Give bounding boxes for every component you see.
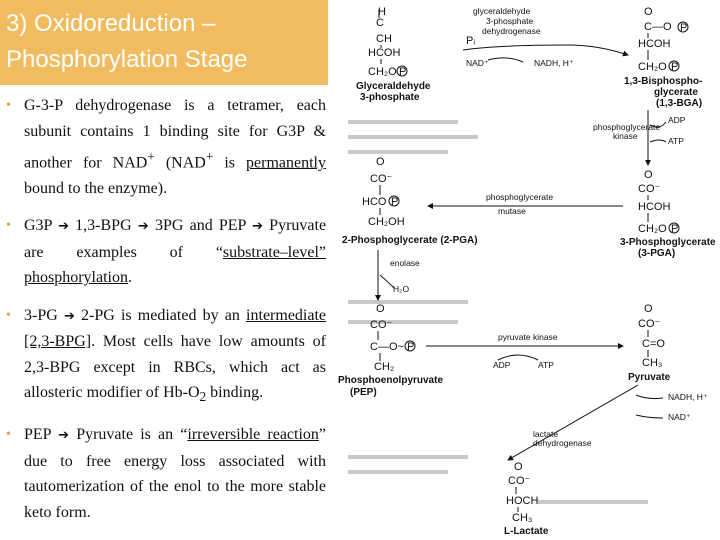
ldh-enzyme-label: lactate: [533, 429, 559, 439]
pga3-structure: [620, 169, 716, 259]
g3p-structure: [356, 6, 431, 103]
svg-text:C—O: C—O: [644, 21, 672, 33]
bullet-marker: •: [6, 307, 11, 323]
title-banner: [0, 0, 328, 85]
svg-text:glycerate: glycerate: [654, 87, 698, 98]
svg-text:CH₂O: CH₂O: [638, 223, 667, 235]
atp-label-2: ATP: [538, 360, 554, 370]
svg-text:O: O: [376, 303, 385, 315]
bullet-marker: •: [6, 427, 11, 443]
svg-text:P: P: [671, 61, 679, 73]
nad-label-2: NAD⁺: [668, 412, 691, 422]
adp-label: ADP: [668, 115, 686, 125]
pathway-diagram: [338, 0, 720, 540]
svg-text:HCOH: HCOH: [638, 38, 671, 50]
nadh-label: NADH, H⁺: [534, 58, 574, 68]
svg-text:HCOH: HCOH: [368, 47, 401, 59]
svg-text:CH₂O: CH₂O: [368, 66, 397, 78]
svg-text:C: C: [376, 17, 384, 29]
gapdh-enzyme-label: glyceraldehyde: [473, 6, 531, 16]
svg-text:P: P: [680, 22, 688, 34]
pyruvate-label: Pyruvate: [628, 372, 671, 383]
adp-label-2: ADP: [493, 360, 511, 370]
enolase-label: enolase: [390, 258, 420, 268]
bpg-structure: [624, 6, 702, 109]
svg-text:CH₂: CH₂: [374, 361, 395, 373]
pk-reaction: [426, 332, 623, 370]
pga2-label: 2-Phosphoglycerate (2-PGA): [342, 235, 478, 246]
pga3-label: 3-Phosphoglycerate: [620, 237, 716, 248]
svg-text:CH₂O: CH₂O: [638, 61, 667, 73]
pga2-structure: [342, 156, 478, 246]
pgm-reaction: [428, 192, 623, 216]
slide-title-line-1: 3) Oxidoreduction –: [6, 10, 216, 37]
bpg-label: 1,3-Bisphospho-: [624, 76, 703, 87]
svg-text:P: P: [399, 66, 407, 78]
svg-text:O: O: [644, 6, 653, 18]
svg-text:O: O: [644, 303, 653, 315]
svg-text:CH₃: CH₃: [512, 512, 533, 524]
pgk-enzyme-label: phosphoglycerate: [593, 122, 661, 132]
svg-text:HOCH: HOCH: [506, 495, 539, 507]
bullet-marker: •: [6, 98, 11, 113]
svg-text:CO⁻: CO⁻: [370, 319, 393, 331]
svg-text:CO⁻: CO⁻: [370, 173, 393, 185]
bullet-gapdh: • G-3-P dehydrogenase is a tetramer, each subunit contains 1 binding site for G3P & another for NAD+ (NAD+ is permanently bound to the enzyme).: [6, 93, 326, 201]
bullet-substrate-level: • G3P ➔ 1,3-BPG ➔ 3PG and PEP ➔ Pyruvate are examples of “substrate–level” phosphorylation.: [6, 213, 326, 291]
bullet-marker: •: [6, 218, 11, 234]
svg-text:C—O~: C—O~: [370, 341, 404, 353]
svg-text:CH₃: CH₃: [642, 357, 663, 369]
svg-text:CH₂OH: CH₂OH: [368, 216, 405, 228]
pi-label: Pᵢ: [466, 35, 476, 47]
lactate-structure: [504, 461, 549, 537]
pk-enzyme-label: pyruvate kinase: [498, 332, 558, 342]
arrow-icon: ➔: [58, 428, 70, 444]
gapdh-reaction: [463, 6, 628, 68]
arrow-icon: ➔: [63, 308, 75, 324]
svg-text:dehydrogenase: dehydrogenase: [533, 438, 592, 448]
svg-text:(3-PGA): (3-PGA): [638, 248, 676, 259]
enolase-reaction: [378, 250, 420, 300]
svg-text:CO⁻: CO⁻: [638, 318, 661, 330]
svg-text:dehydrogenase: dehydrogenase: [482, 26, 541, 36]
svg-text:(1,3-BGA): (1,3-BGA): [656, 98, 703, 109]
svg-text:CH: CH: [376, 33, 392, 45]
svg-text:CO⁻: CO⁻: [638, 183, 661, 195]
bullet-list: [6, 93, 326, 537]
svg-text:H: H: [378, 6, 386, 18]
pep-structure: [338, 303, 443, 398]
svg-text:mutase: mutase: [498, 206, 526, 216]
pgm-enzyme-label: phosphoglycerate: [486, 192, 554, 202]
ldh-reaction: [508, 385, 708, 460]
svg-text:(PEP): (PEP): [350, 387, 377, 398]
lactate-label: L-Lactate: [504, 526, 549, 537]
arrow-icon: ➔: [252, 219, 263, 235]
g3p-label-2: 3-phosphate: [360, 92, 420, 103]
g3p-label: Glyceraldehyde: [356, 81, 431, 92]
water-label: H₂O: [393, 284, 410, 294]
atp-label: ATP: [668, 136, 684, 146]
svg-text:kinase: kinase: [613, 131, 638, 141]
svg-text:P: P: [407, 341, 415, 353]
svg-text:P: P: [671, 223, 679, 235]
bullet-2-3-bpg: • 3-PG ➔ 2-PG is mediated by an intermediate [2,3-BPG]. Most cells have low amounts of 2,3-BPG except in RBCs, which act as allosteric modifier of $Hb-O_2$ binding.: [6, 303, 326, 410]
text-panel: [0, 0, 340, 540]
svg-text:CO⁻: CO⁻: [508, 475, 531, 487]
faint-background-text: [348, 120, 648, 504]
svg-text:HCOH: HCOH: [638, 201, 671, 213]
svg-text:HCO: HCO: [362, 196, 387, 208]
bullet-irreversible: • PEP ➔ Pyruvate is an “irreversible reaction” due to free energy loss associated with tautomerization of the enol to the more stable keto form.: [6, 422, 326, 525]
svg-text:O: O: [514, 461, 523, 473]
arrow-icon: ➔: [137, 219, 149, 235]
svg-text:O: O: [644, 169, 653, 181]
nadh-label-2: NADH, H⁺: [668, 392, 708, 402]
nad-label: NAD⁺: [466, 58, 489, 68]
slide-title-line-2: Phosphorylation Stage: [6, 46, 248, 73]
pgk-reaction: [593, 110, 686, 165]
glycolysis-pathway-figure: [338, 0, 720, 540]
svg-text:O: O: [376, 156, 385, 168]
svg-text:C=O: C=O: [642, 338, 665, 350]
arrow-icon: ➔: [58, 219, 69, 235]
pep-label: Phosphoenolpyruvate: [338, 375, 444, 386]
svg-text:3-phosphate: 3-phosphate: [486, 16, 534, 26]
svg-text:P: P: [391, 196, 399, 208]
pyruvate-structure: [628, 303, 671, 383]
